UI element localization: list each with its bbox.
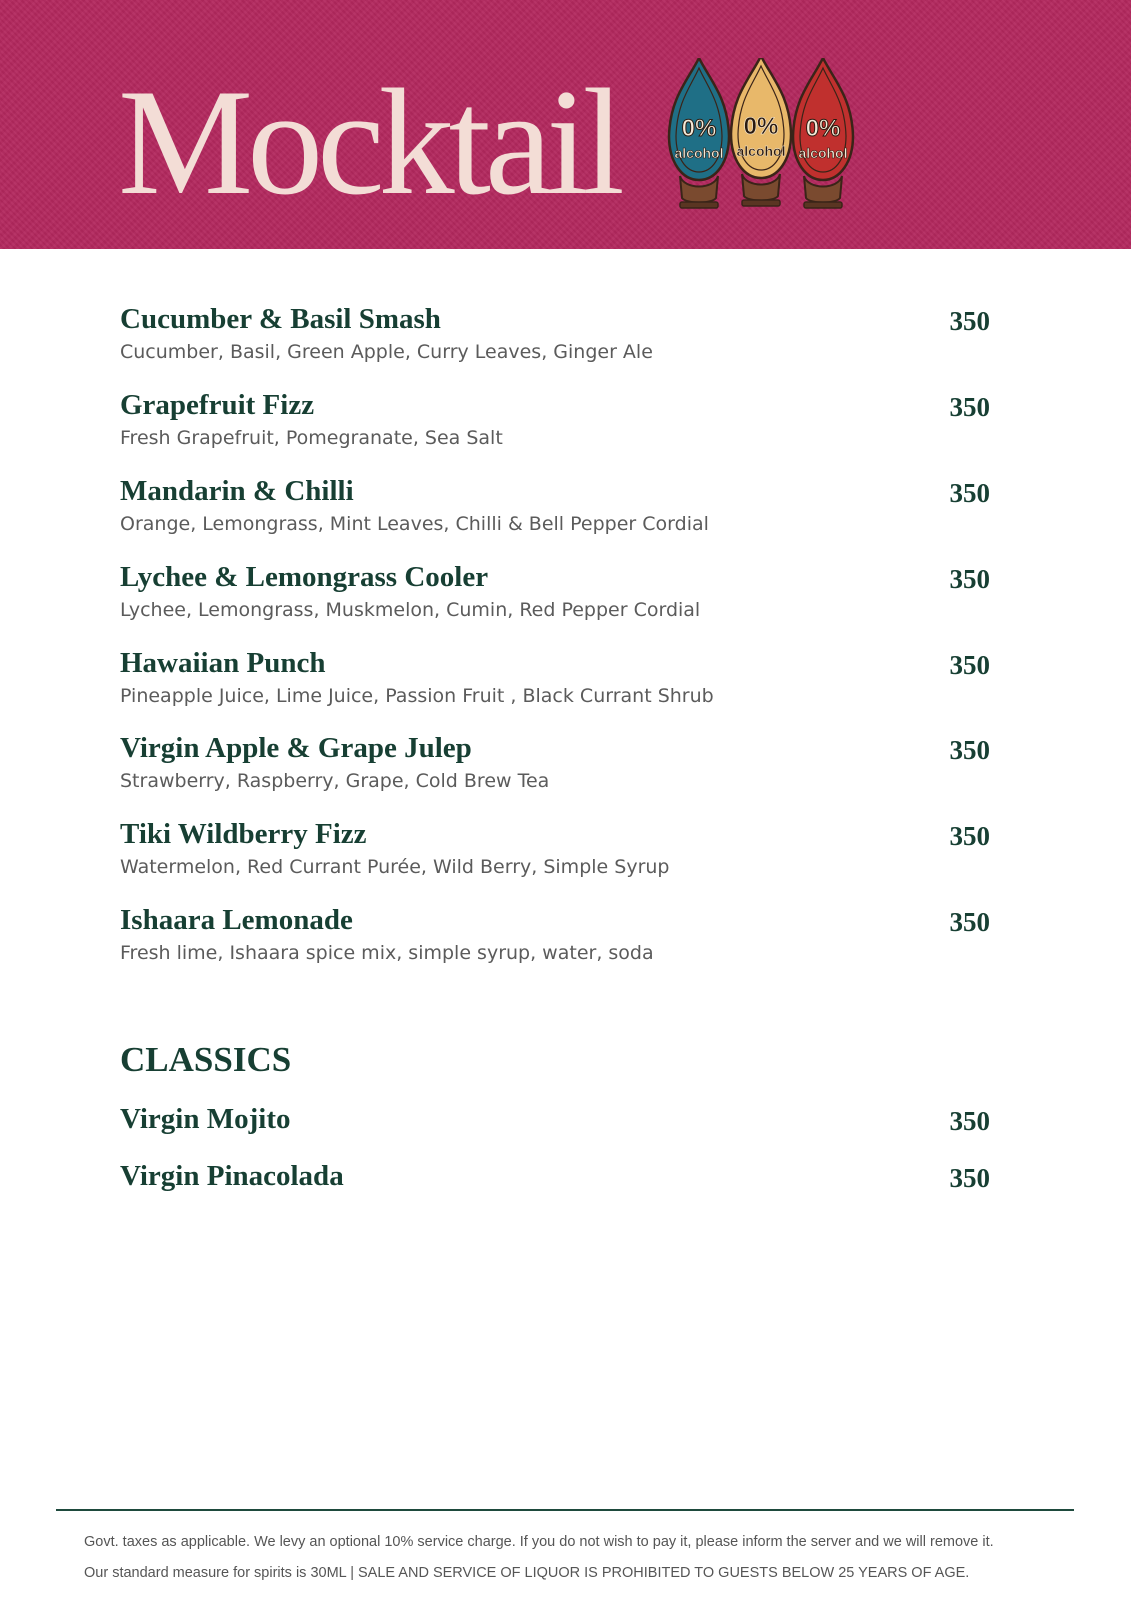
- section-title-classics: CLASSICS: [120, 1040, 292, 1079]
- item-description: Lychee, Lemongrass, Muskmelon, Cumin, Red Pepper Cordial: [120, 599, 701, 621]
- item-price: 350: [949, 564, 990, 594]
- item-name: Ishaara Lemonade: [120, 904, 353, 936]
- menu-header: [0, 0, 1131, 249]
- svg-text:0%: 0%: [805, 115, 841, 142]
- item-name: Hawaiian Punch: [120, 647, 326, 679]
- footer-divider: [56, 1509, 1074, 1511]
- svg-text:0%: 0%: [681, 115, 717, 142]
- zero-alcohol-drop-icon-blue: [669, 58, 729, 208]
- item-description: Cucumber, Basil, Green Apple, Curry Leaves, Ginger Ale: [120, 341, 653, 363]
- item-description: Fresh Grapefruit, Pomegranate, Sea Salt: [120, 427, 503, 449]
- svg-text:alcohol: alcohol: [674, 145, 724, 161]
- item-name: Grapefruit Fizz: [120, 389, 315, 421]
- zero-alcohol-badges: [666, 58, 876, 216]
- item-price: 350: [949, 392, 990, 422]
- svg-text:alcohol: alcohol: [798, 145, 848, 161]
- item-price: 350: [949, 478, 990, 508]
- page-title: Mocktail: [118, 58, 619, 226]
- svg-text:alcohol: alcohol: [736, 143, 786, 159]
- zero-alcohol-drop-icon-red: [793, 58, 853, 208]
- item-price: 350: [949, 650, 990, 680]
- item-name: Virgin Pinacolada: [120, 1160, 344, 1192]
- item-name: Tiki Wildberry Fizz: [120, 818, 367, 850]
- item-price: 350: [949, 306, 990, 336]
- item-description: Pineapple Juice, Lime Juice, Passion Fruit , Black Currant Shrub: [120, 685, 714, 707]
- svg-text:0%: 0%: [743, 113, 779, 140]
- item-description: Fresh lime, Ishaara spice mix, simple syrup, water, soda: [120, 942, 654, 964]
- item-description: Orange, Lemongrass, Mint Leaves, Chilli & Bell Pepper Cordial: [120, 513, 709, 535]
- item-price: 350: [949, 1106, 990, 1136]
- item-price: 350: [949, 735, 990, 765]
- item-name: Lychee & Lemongrass Cooler: [120, 561, 489, 593]
- zero-alcohol-drop-icon-yellow: [731, 58, 791, 206]
- item-description: Watermelon, Red Currant Purée, Wild Berry, Simple Syrup: [120, 856, 670, 878]
- item-description: Strawberry, Raspberry, Grape, Cold Brew Tea: [120, 770, 550, 792]
- item-name: Cucumber & Basil Smash: [120, 303, 441, 335]
- footer-note-liquor-policy: Our standard measure for spirits is 30ML | SALE AND SERVICE OF LIQUOR IS PROHIBITED TO GUESTS BELOW 25 YEARS OF AGE.: [84, 1565, 970, 1581]
- item-price: 350: [949, 821, 990, 851]
- item-name: Virgin Apple & Grape Julep: [120, 732, 472, 764]
- item-name: Virgin Mojito: [120, 1103, 291, 1135]
- item-name: Mandarin & Chilli: [120, 475, 354, 507]
- item-price: 350: [949, 907, 990, 937]
- item-price: 350: [949, 1163, 990, 1193]
- footer-note-service-charge: Govt. taxes as applicable. We levy an optional 10% service charge. If you do not wish to pay it, please inform the server and we will remove it.: [84, 1534, 994, 1550]
